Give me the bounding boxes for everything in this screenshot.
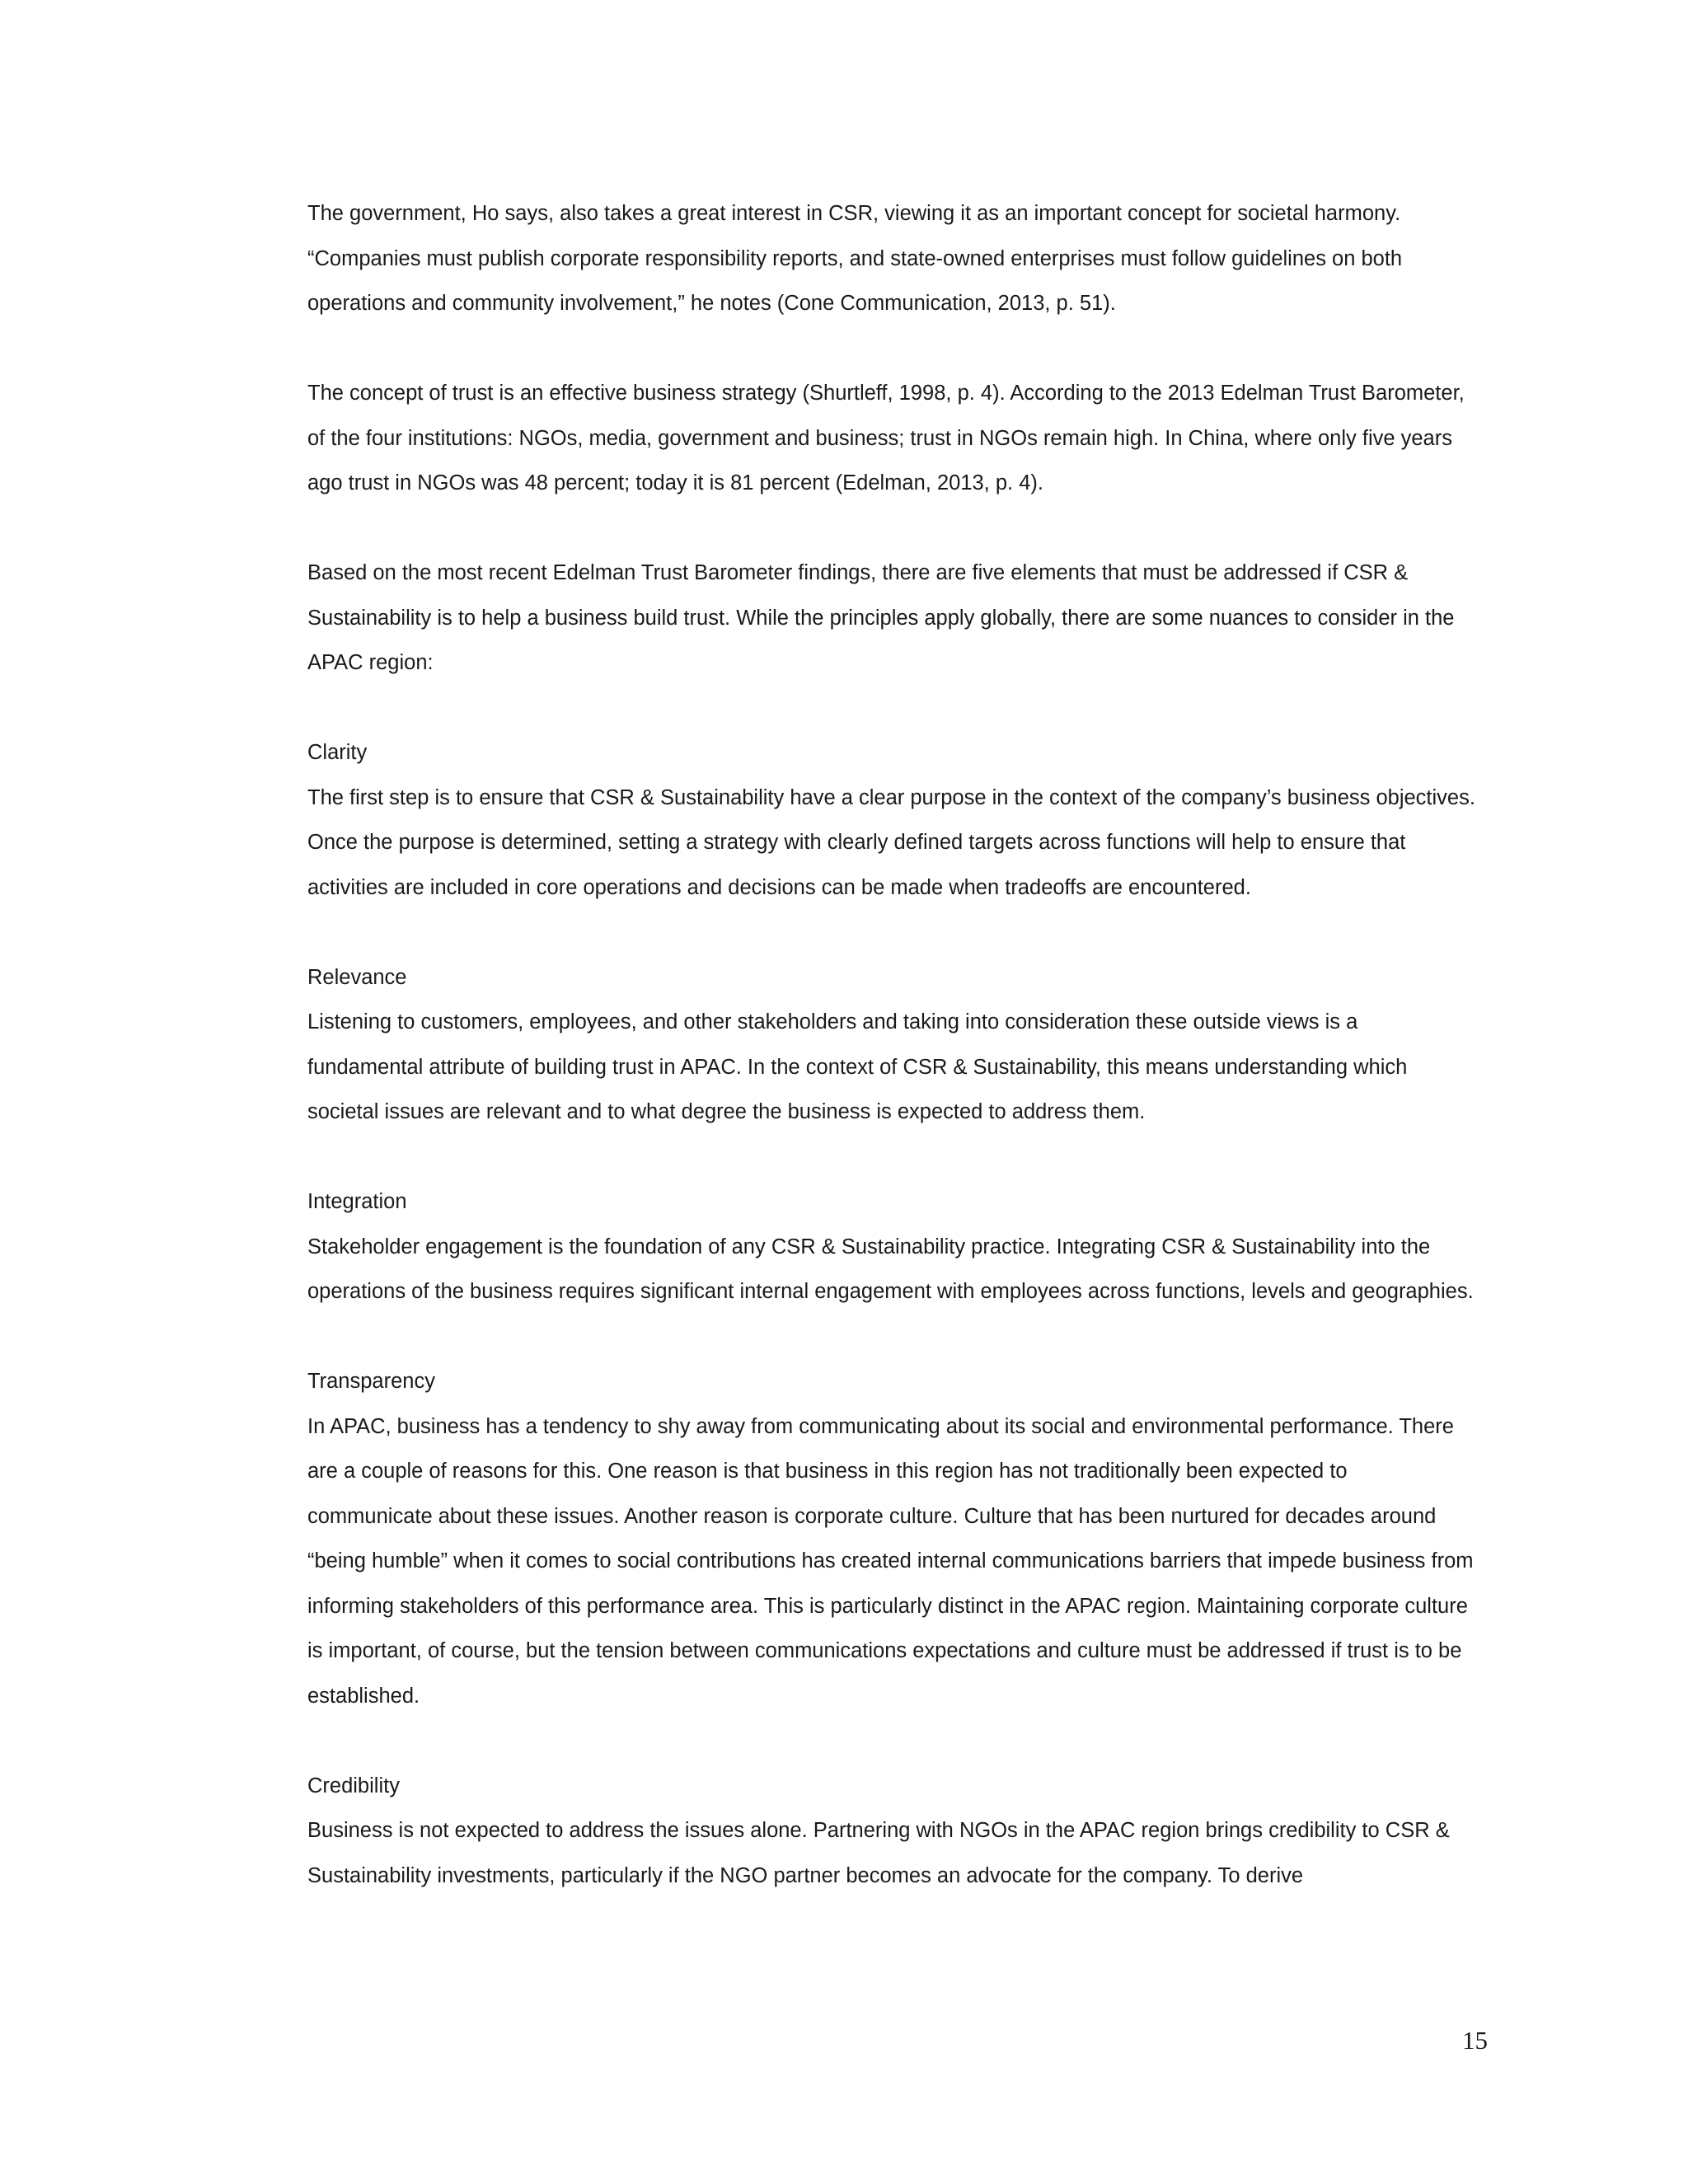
- section-transparency: [307, 1359, 1478, 1718]
- section-credibility: [307, 1764, 1478, 1899]
- section-body: Stakeholder engagement is the foundation of any CSR & Sustainability practice. Integrating CSR & Sustainability into the operations of the business requires significant internal engagement with employees across functions, levels and geographies.: [307, 1235, 1474, 1303]
- section-body: The first step is to ensure that CSR & Sustainability have a clear purpose in the context of the company’s business objectives. Once the purpose is determined, setting a strategy with clearly defined targets across functions will help to ensure that activities are included in core operations and decisions can be made when tradeoffs are encountered.: [307, 785, 1475, 899]
- section-heading: Integration: [307, 1190, 407, 1213]
- section-body: In APAC, business has a tendency to shy away from communicating about its social and environmental performance. There are a couple of reasons for this. One reason is that business in this region has not traditionally been expected to communicate about these issues. Another reason is corporate culture. Culture that has been nurtured for decades around “being humble” when it comes to social contributions has created internal communications barriers that impede business from informing stakeholders of this performance area. This is particularly distinct in the APAC region. Maintaining corporate culture is important, of course, but the tension between communications expectations and culture must be addressed if trust is to be established.: [307, 1414, 1474, 1708]
- section-clarity: [307, 730, 1478, 910]
- section-heading: Clarity: [307, 741, 368, 764]
- page-content: [307, 191, 1478, 1943]
- section-body: Listening to customers, employees, and other stakeholders and taking into consideration these outside views is a fundamental attribute of building trust in APAC. In the context of CSR & Sustainability, this means understanding which societal issues are relevant and to what degree the business is expected to address them.: [307, 1010, 1408, 1123]
- page-number: 15: [1462, 2026, 1488, 2055]
- section-heading: Credibility: [307, 1774, 400, 1797]
- paragraph-five-elements: Based on the most recent Edelman Trust Barometer findings, there are five elements that must be addressed if CSR & Sustainability is to help a business build trust. While the principles apply globally, there are some nuances to consider in the APAC region:: [307, 561, 1455, 674]
- paragraph-trust-strategy: The concept of trust is an effective business strategy (Shurtleff, 1998, p. 4). According to the 2013 Edelman Trust Barometer, of the four institutions: NGOs, media, government and business; trust in NGOs remain high. In China, where only five years ago trust in NGOs was 48 percent; today it is 81 percent (Edelman, 2013, p. 4).: [307, 382, 1465, 494]
- section-integration: [307, 1179, 1478, 1315]
- section-body: Business is not expected to address the issues alone. Partnering with NGOs in the APAC region brings credibility to CSR & Sustainability investments, particularly if the NGO partner becomes an advocate for the company. To derive: [307, 1819, 1450, 1887]
- paragraph-government-csr: The government, Ho says, also takes a great interest in CSR, viewing it as an important concept for societal harmony. “Companies must publish corporate responsibility reports, and state-owned enterprises must follow guidelines on both operations and community involvement,” he notes (Cone Communication, 2013, p. 51).: [307, 202, 1403, 315]
- section-relevance: [307, 955, 1478, 1135]
- section-heading: Transparency: [307, 1370, 435, 1393]
- section-heading: Relevance: [307, 965, 407, 989]
